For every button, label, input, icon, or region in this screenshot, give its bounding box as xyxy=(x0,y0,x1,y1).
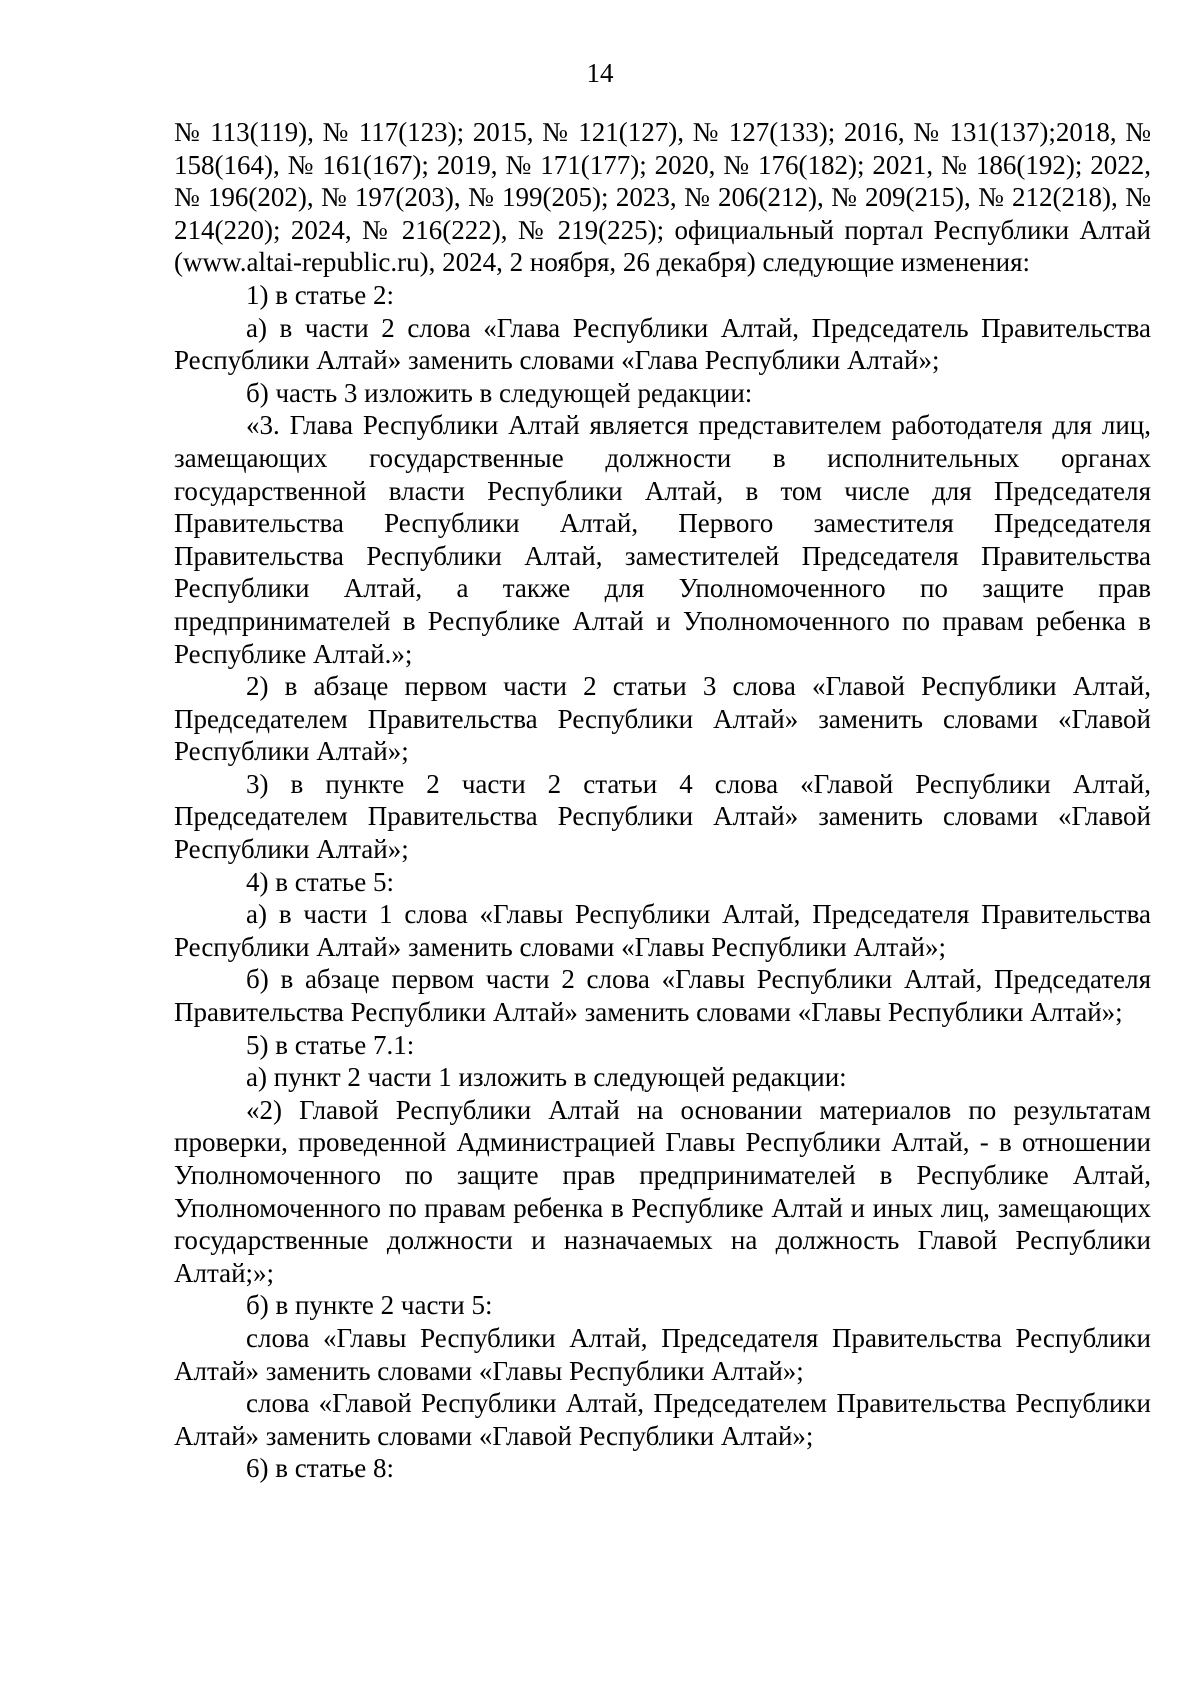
paragraph-item-6: 6) в статье 8: xyxy=(246,1453,394,1484)
paragraph-item-5: 5) в статье 7.1: xyxy=(246,1029,415,1060)
paragraph-quote-point-2: «2) Главой Республики Алтай на основании материалов по результатам проверки, проведенной Администрацией Главы Республики Алтай, - в отношении Уполномоченного по защите прав предпринимателей в Республике Алтай, Уполномоченного по правам ребенка в Республике Алтай и иных лиц, замещающих государственные должности и назначаемых на должность Главой Республики Алтай;»; xyxy=(174,1094,1151,1288)
paragraph-item-4b: б) в абзаце первом части 2 слова «Главы Республики Алтай, Председателя Правительства Республики Алтай» заменить словами «Главы Республики Алтай»; xyxy=(174,964,1151,1028)
paragraph-item-5a: а) пункт 2 части 1 изложить в следующей редакции: xyxy=(246,1062,847,1093)
paragraph-quote-part-3: «3. Глава Республики Алтай является представителем работодателя для лиц, замещающих государственные должности в исполнительных органах государственной власти Республики Алтай, в том числе для Председателя Правительства Республики Алтай, Первого заместителя Председателя Правительства Республики Алтай, заместителей Председателя Правительства Республики Алтай, а также для Уполномоченного по защите прав предпринимателей в Республике Алтай и Уполномоченного по правам ребенка в Республике Алтай.»; xyxy=(174,410,1151,669)
paragraph-words-glavy: слова «Главы Республики Алтай, Председателя Правительства Республики Алтай» заменить словами «Главы Республики Алтай»; xyxy=(174,1322,1151,1386)
paragraph-sources-list: № 113(119), № 117(123); 2015, № 121(127), № 127(133); 2016, № 131(137);2018, № 158(164), № 161(167); 2019, № 171(177); 2020, № 176(182); 2021, № 186(192); 2022, № 196(202), № 197(203), № 199(205); 2023, № 206(212), № 209(215), № 212(218), № 214(220); 2024, № 216(222), № 219(225); официальный портал Республики Алтай (www.altai-republic.ru), 2024, 2 ноября, 26 декабря) следующие изменения: xyxy=(174,117,1151,278)
paragraph-item-5b: б) в пункте 2 части 5: xyxy=(246,1290,493,1321)
paragraph-item-4a: а) в части 1 слова «Главы Республики Алтай, Председателя Правительства Республики Алтай» заменить словами «Главы Республики Алтай»; xyxy=(174,899,1151,962)
page-number: 14 xyxy=(586,58,614,88)
paragraph-words-glavoy: слова «Главой Республики Алтай, Председателем Правительства Республики Алтай» заменить словами «Главой Республики Алтай»; xyxy=(174,1388,1151,1451)
paragraph-item-1b: б) часть 3 изложить в следующей редакции: xyxy=(246,377,753,408)
paragraph-item-4: 4) в статье 5: xyxy=(246,866,394,897)
paragraph-item-1a: а) в части 2 слова «Глава Республики Алтай, Председатель Правительства Республики Алтай» заменить словами «Глава Республики Алтай»; xyxy=(174,312,1151,376)
document-body xyxy=(174,116,1151,1485)
paragraph-item-2: 2) в абзаце первом части 2 статьи 3 слова «Главой Республики Алтай, Председателем Правительства Республики Алтай» заменить словами «Главой Республики Алтай»; xyxy=(174,671,1151,767)
paragraph-item-1: 1) в статье 2: xyxy=(246,279,394,310)
paragraph-item-3: 3) в пункте 2 части 2 статьи 4 слова «Главой Республики Алтай, Председателем Правительства Республики Алтай» заменить словами «Главой Республики Алтай»; xyxy=(174,768,1151,865)
